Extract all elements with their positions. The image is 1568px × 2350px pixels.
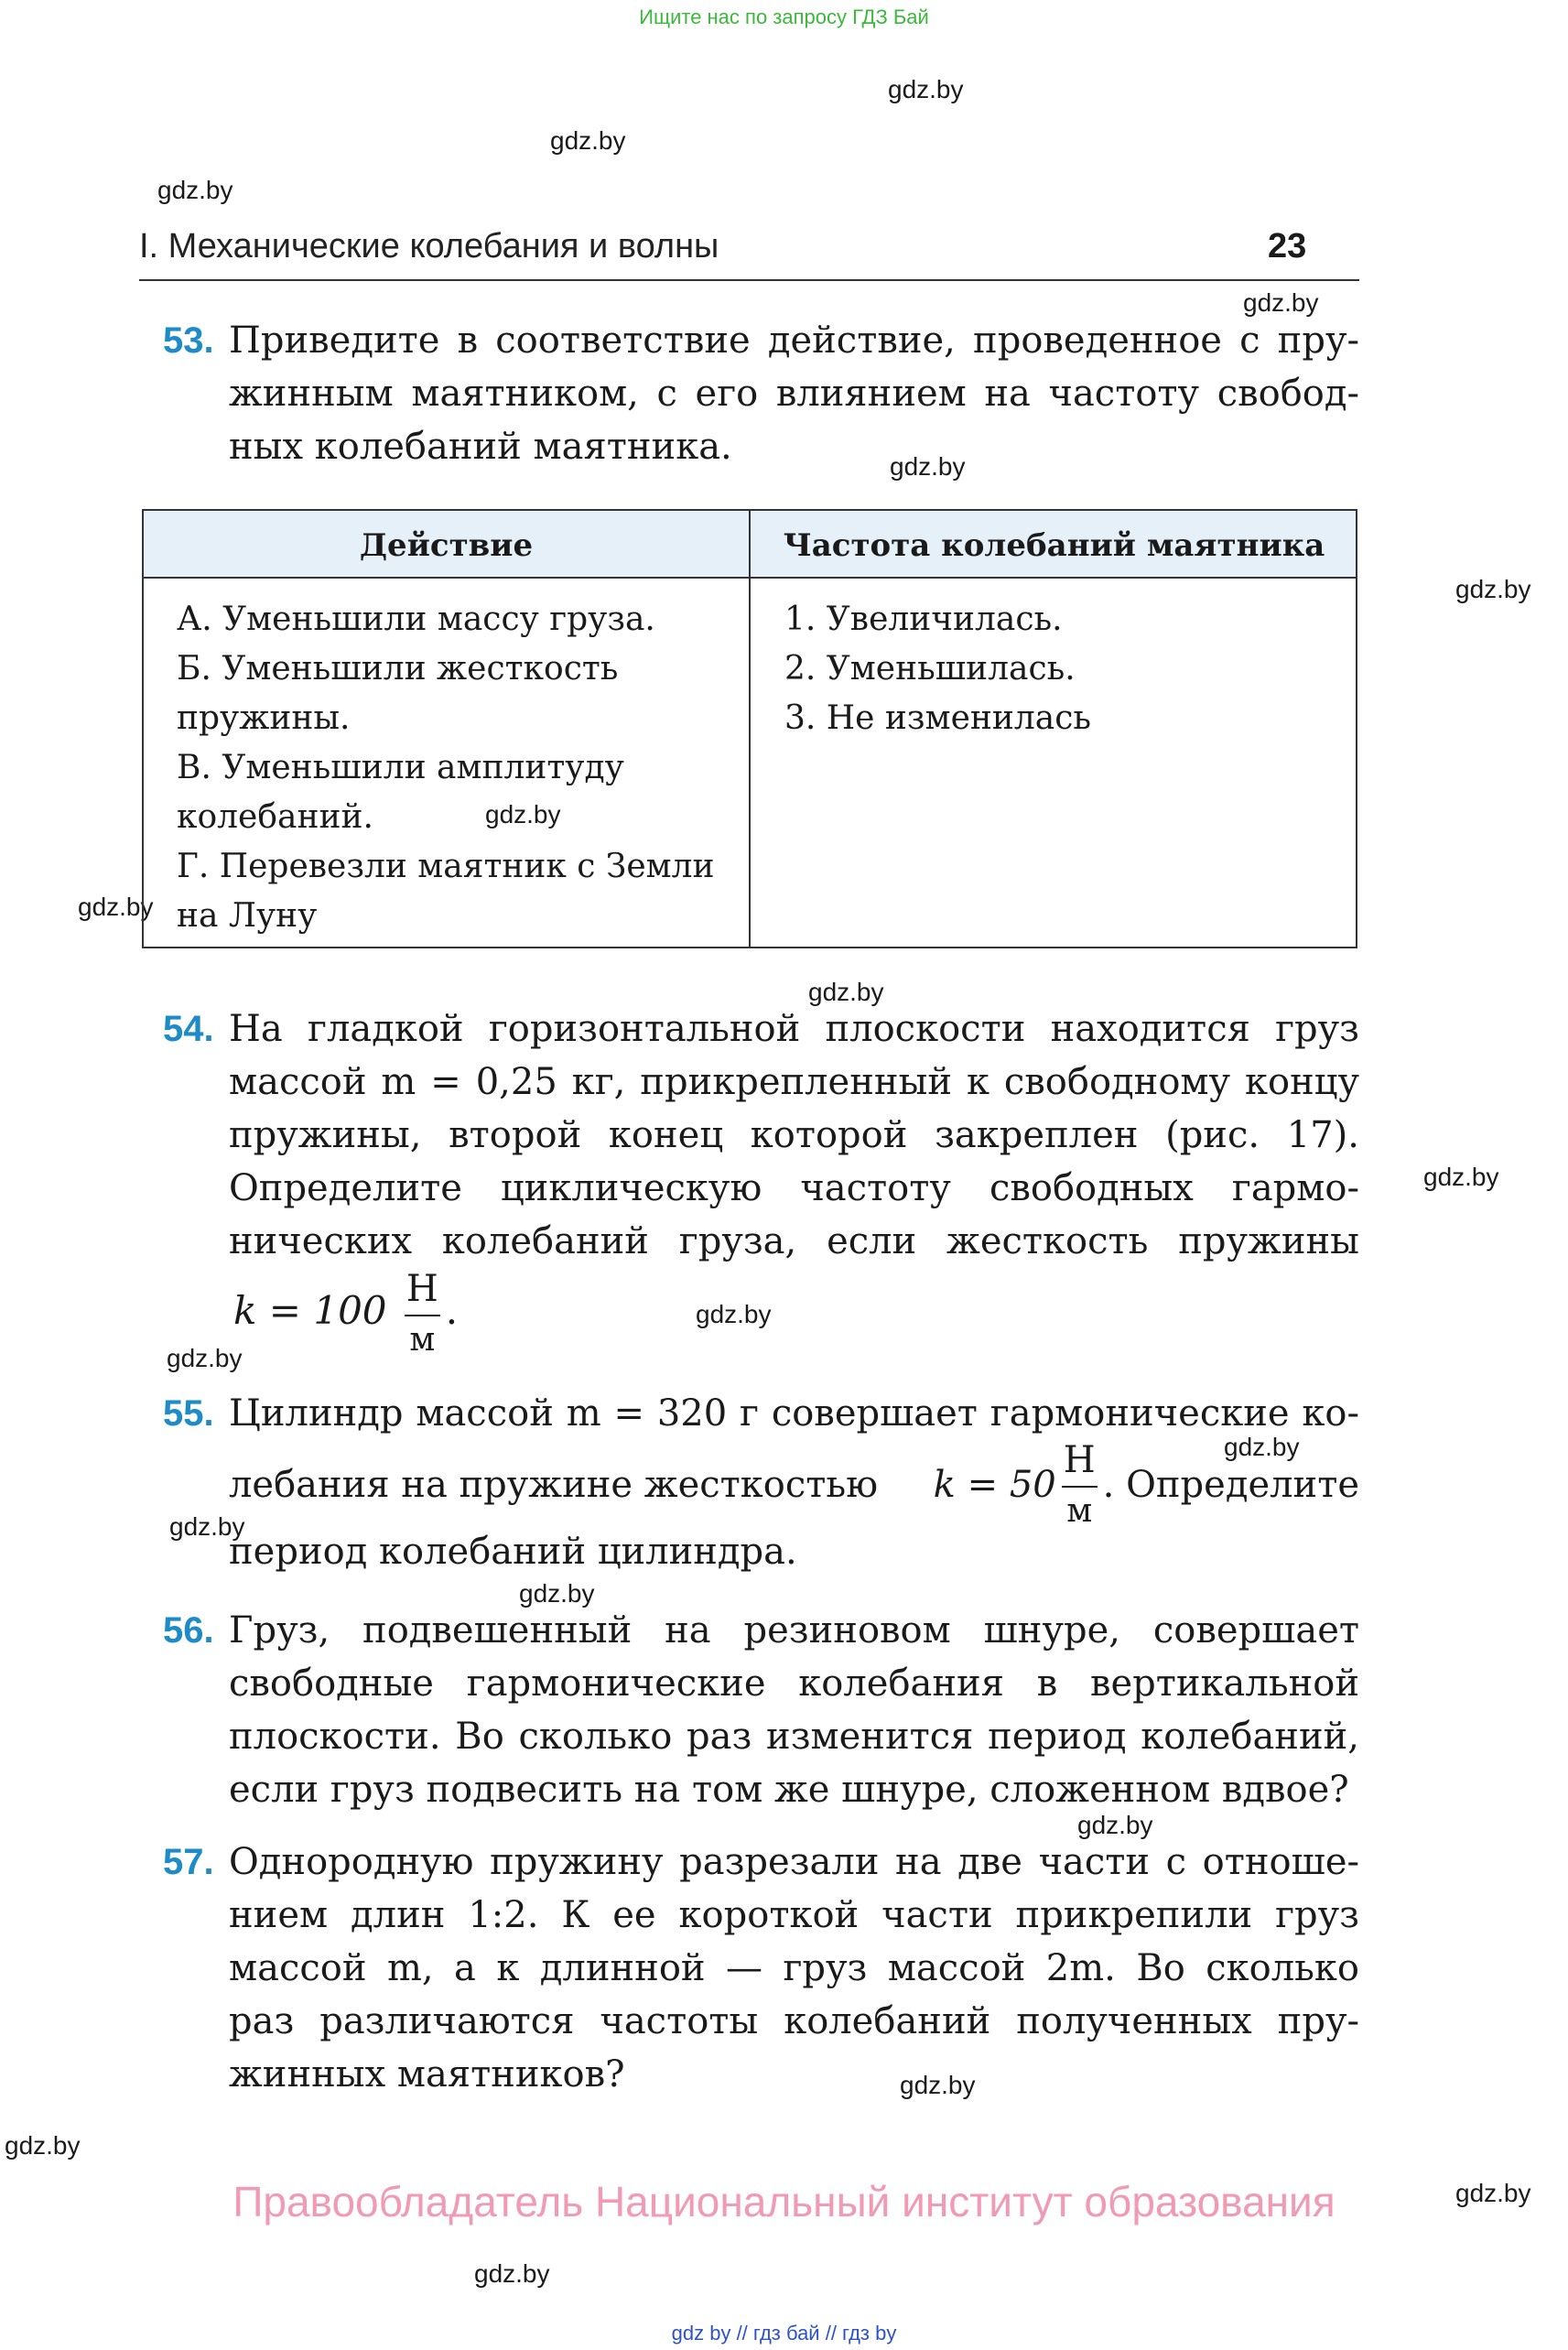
problem-56 <box>163 1604 1359 1816</box>
list-item: колебаний. <box>177 798 373 836</box>
watermark: gdz.by <box>1455 575 1531 603</box>
problem-text-line: Определите циклическую частоту свободных гармо- <box>229 1167 1359 1209</box>
watermark: gdz.by <box>519 1579 595 1608</box>
problem-text-line: Груз, подвешенный на резиновом шнуре, совершает <box>229 1609 1359 1651</box>
problem-text-line: ных колебаний маятника. <box>229 426 732 468</box>
formula-text: . <box>445 1288 459 1333</box>
watermark: gdz.by <box>1423 1163 1499 1191</box>
watermark: gdz.by <box>888 75 964 103</box>
table-cell-actions <box>177 595 735 941</box>
formula-text: k = 50 <box>933 1464 1056 1506</box>
problem-text-line: лебания на пружине жесткостью <box>229 1464 879 1506</box>
watermark: gdz.by <box>550 126 626 155</box>
bottom-banner[interactable]: gdz by // гдз бай // гдз by <box>671 2322 897 2345</box>
watermark: gdz.by <box>167 1344 243 1372</box>
list-item: 3. Не изменилась <box>784 699 1091 737</box>
copyright-note: Правообладатель Национальный институт образования <box>232 2178 1336 2225</box>
problem-text-line: массой m = 0,25 кг, прикрепленный к свободному концу <box>229 1061 1359 1103</box>
top-banner[interactable]: Ищите нас по запросу ГДЗ Бай <box>639 5 929 28</box>
watermark: gdz.by <box>78 893 154 921</box>
table-cell-frequency <box>784 595 1334 743</box>
table-column-divider <box>749 511 751 947</box>
problem-53 <box>163 314 1359 473</box>
watermark: gdz.by <box>900 2071 976 2099</box>
problem-text-line: массой m, а к длинной — груз массой 2m. Во сколько <box>229 1947 1359 1989</box>
problem-text-line: жинным маятником, с его влиянием на частоту свобод- <box>229 373 1359 415</box>
fraction-denominator: м <box>409 1321 436 1359</box>
matching-table <box>142 509 1357 948</box>
watermark: gdz.by <box>5 2131 81 2160</box>
watermark: gdz.by <box>157 176 233 204</box>
list-item: Г. Перевезли маятник с Земли <box>177 848 715 885</box>
list-item: А. Уменьшили массу груза. <box>177 601 655 638</box>
watermark: gdz.by <box>485 800 561 828</box>
list-item: 2. Уменьшилась. <box>784 650 1076 688</box>
table-header-frequency: Частота колебаний маятника <box>783 527 1325 564</box>
list-item: 1. Увеличилась. <box>784 601 1063 638</box>
formula-text: k = 100 <box>233 1288 387 1333</box>
list-item: пружины. <box>177 699 351 737</box>
problem-text-line: плоскости. Во сколько раз изменится период колебаний, <box>229 1716 1359 1758</box>
formula-k-54 <box>233 1268 459 1359</box>
problem-54 <box>163 1002 1359 1268</box>
problem-text-line: Приведите в соответствие действие, проведенное с пру- <box>229 319 1359 362</box>
problem-text-line: период колебаний цилиндра. <box>229 1531 797 1573</box>
problem-number: 57. <box>163 1842 214 1882</box>
list-item: В. Уменьшили амплитуду <box>177 749 624 786</box>
chapter-title: I. Механические колебания и волны <box>139 227 719 265</box>
watermark: gdz.by <box>1243 288 1319 317</box>
watermark: gdz.by <box>890 452 966 481</box>
problem-55-line-2 <box>229 1439 1359 1530</box>
fraction-denominator: м <box>1066 1492 1093 1530</box>
problem-text-line: раз различаются частоты колебаний полученных пру- <box>229 2000 1359 2042</box>
problem-text-line: нических колебаний груза, если жесткость пружины <box>229 1220 1359 1262</box>
problem-text-line: жинных маятников? <box>229 2053 625 2096</box>
watermark: gdz.by <box>696 1300 772 1328</box>
problem-text-line: свободные гармонические колебания в вертикальной <box>229 1662 1359 1705</box>
formula-k-55 <box>933 1439 1359 1530</box>
problem-number: 53. <box>163 320 214 361</box>
page-number: 23 <box>1268 227 1307 265</box>
fraction-numerator: Н <box>405 1271 440 1316</box>
watermark: gdz.by <box>1224 1433 1300 1461</box>
watermark: gdz.by <box>808 978 884 1006</box>
problem-text-line: Однородную пружину разрезали на две части с отноше- <box>229 1841 1359 1883</box>
problem-text-line: Цилиндр массой m = 320 г совершает гармонические ко- <box>229 1392 1359 1435</box>
watermark: gdz.by <box>169 1512 245 1541</box>
problem-55 <box>163 1387 1359 1440</box>
problem-text-line: . Определите <box>1102 1464 1359 1506</box>
problem-57 <box>163 1836 1359 2101</box>
watermark: gdz.by <box>474 2259 550 2288</box>
table-header-action: Действие <box>359 527 534 564</box>
list-item: Б. Уменьшили жесткость <box>177 650 619 688</box>
problem-text-line: На гладкой горизонтальной плоскости находится груз <box>229 1008 1359 1050</box>
problem-text-line: если груз подвесить на том же шнуре, сложенном вдвое? <box>229 1769 1349 1811</box>
unit-fraction <box>405 1268 440 1359</box>
watermark: gdz.by <box>1077 1811 1153 1839</box>
problem-text-line: нием длин 1:2. К ее короткой части прикрепили груз <box>229 1894 1359 1936</box>
fraction-numerator: Н <box>1062 1442 1098 1488</box>
problem-number: 54. <box>163 1009 214 1049</box>
watermark: gdz.by <box>1455 2179 1531 2207</box>
problem-number: 56. <box>163 1610 214 1651</box>
problem-number: 55. <box>163 1393 214 1434</box>
unit-fraction <box>1062 1439 1098 1530</box>
header-divider <box>139 279 1359 281</box>
problem-text-line: пружины, второй конец которой закреплен (рис. 17). <box>229 1114 1359 1156</box>
list-item: на Луну <box>177 897 318 935</box>
